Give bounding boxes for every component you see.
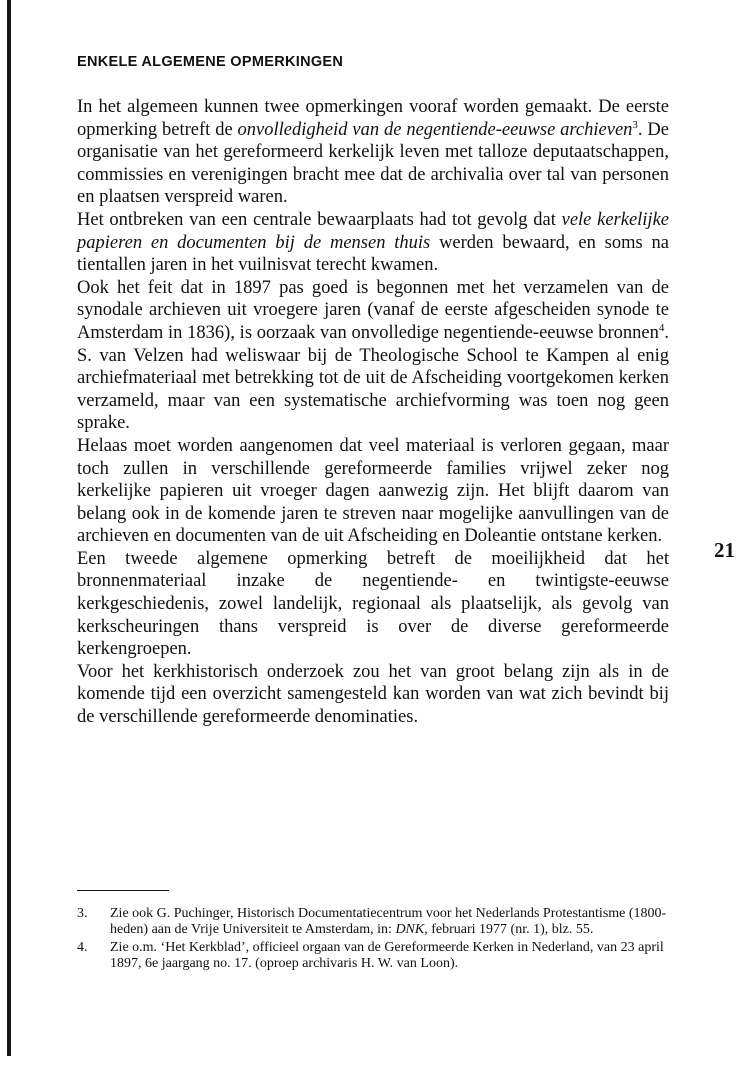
footnote-ref-3[interactable]: 3: [632, 118, 638, 131]
page-number: 21: [714, 538, 735, 562]
fn3-text-b: , februari 1977 (nr. 1), blz. 55.: [424, 921, 594, 937]
paragraph-6: Voor het kerkhistorisch onderzoek zou het van groot belang zijn als in de komende tijd een overzicht samengesteld kan worden van wat zich bevindt bij de verschillende gereformeerde denominaties.: [77, 661, 669, 728]
footnotes: [77, 906, 667, 974]
paragraph-2: [77, 209, 669, 277]
footnote-3: [77, 906, 667, 937]
p1-emphasis: onvolledigheid van de negentiende-eeuwse archieven: [237, 119, 633, 140]
p1-text-b: . De organisatie van het gereformeerd kerkelijk leven met talloze deputaatschappen, commissies en verenigingen bracht mee dat de archivalia over tal van personen en plaatsen verspreid waren.: [77, 119, 670, 208]
p2-text-a: Het ontbreken van een centrale bewaarplaats had tot gevolg dat: [77, 209, 562, 230]
page-margin-rule: [7, 0, 11, 1056]
fn3-emphasis: DNK: [395, 921, 425, 937]
body-text: [77, 96, 669, 729]
p2-emphasis: vele kerkelijke papieren en documenten bij de mensen thuis: [77, 209, 669, 253]
footnote-number: 3.: [77, 906, 88, 921]
p3-text-a: Ook het feit dat in 1897 pas goed is begonnen met het verzamelen van de synodale archieven uit vroegere jaren (vanaf de eerste afgescheiden synode te Amsterdam in 1836), is oorzaak van onvolledige negentiende-eeuwse bronnen: [77, 277, 669, 343]
footnote-4: [77, 940, 667, 971]
footnote-text: [110, 906, 667, 937]
p1-text-a: In het algemeen kunnen twee opmerkingen vooraf worden gemaakt. De eerste opmerking betreft de: [77, 97, 669, 140]
fn3-text-a: Zie ook G. Puchinger, Historisch Documentatiecentrum voor het Nederlands Protestantisme (1800-heden) aan de Vrije Universiteit te Amsterdam, in:: [110, 906, 667, 937]
paragraph-5: Een tweede algemene opmerking betreft de moeilijkheid dat het bronnenmateriaal inzake de negentiende- en twintigste-eeuwse kerkgeschiedenis, zowel landelijk, regionaal als plaatselijk, als gevolg van kerkscheuringen thans verspreid is over de diverse gereformeerde kerkengroepen.: [77, 548, 669, 660]
section-heading: ENKELE ALGEMENE OPMERKINGEN: [77, 54, 344, 70]
paragraph-1: [77, 96, 669, 209]
footnote-ref-4[interactable]: 4: [658, 321, 665, 334]
paragraph-3: [77, 277, 669, 435]
p3-text-b: . S. van Velzen had weliswaar bij de Theologische School te Kampen al enig archiefmateriaal met betrekking tot de uit de Afscheiding voortgekomen kerken verzameld, maar van een systematische archiefvorming was toen nog geen sprake.: [77, 322, 669, 434]
footnote-divider: [77, 890, 169, 891]
p2-text-b: werden bewaard, en soms na tientallen jaren in het vuilnisvat terecht kwamen.: [77, 232, 669, 276]
footnote-number: 4.: [77, 940, 88, 956]
footnote-text: Zie o.m. ‘Het Kerkblad’, officieel orgaan van de Gereformeerde Kerken in Nederland, van 23 april 1897, 6e jaargang no. 17. (oproep archivaris H. W. van Loon).: [110, 940, 664, 971]
paragraph-4: Helaas moet worden aangenomen dat veel materiaal is verloren gegaan, maar toch zullen in verschillende gereformeerde families vrijwel zeker nog kerkelijke papieren uit vroeger dagen aanwezig zijn. Het blijft daarom van belang ook in de komende jaren te streven naar mogelijke aanvullingen van de archieven en documenten van de uit Afscheiding en Doleantie ontstane kerken.: [77, 435, 669, 547]
